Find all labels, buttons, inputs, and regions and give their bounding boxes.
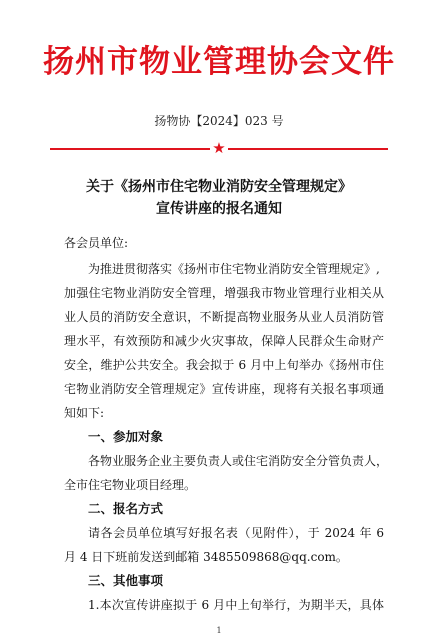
red-divider-right <box>228 148 388 150</box>
intro-line: 理水平，有效预防和减少火灾事故，保障人民群众生命财产 <box>64 334 384 348</box>
page-number: 1 <box>216 626 222 635</box>
intro-line: 加强住宅物业消防安全管理，增强我市物业管理行业相关从 <box>64 286 384 300</box>
intro-line: 业人员的消防安全意识，不断提高物业服务从业人员消防管 <box>64 310 384 324</box>
intro-line: 知如下: <box>64 406 105 420</box>
intro-line: 宅物业消防安全管理规定》宣传讲座，现将有关报名事项通 <box>64 382 384 396</box>
section-line-email: 月 4 日下班前发送到邮箱 3485509868@qq.com。 <box>64 550 348 564</box>
document-number: 扬物协【2024】023 号 <box>154 114 284 128</box>
red-star-icon: ★ <box>212 139 226 157</box>
section-line: 1.本次宣传讲座拟于 6 月中上旬举行，为期半天，具体 <box>88 598 384 612</box>
section-line: 请各会员单位填写好报名表（见附件），于 2024 年 6 <box>88 526 384 540</box>
salutation: 各会员单位: <box>64 236 129 250</box>
section-line: 全市住宅物业项目经理。 <box>64 478 197 492</box>
intro-line: 为推进贯彻落实《扬州市住宅物业消防安全管理规定》, <box>88 262 380 276</box>
section-heading-registration: 二、报名方式 <box>88 501 164 516</box>
section-line: 各物业服务企业主要负责人或住宅消防安全分管负责人， <box>88 454 389 468</box>
notice-subject-line-1: 关于《扬州市住宅物业消防安全管理规定》 <box>86 179 352 195</box>
section-heading-participants: 一、参加对象 <box>88 429 164 444</box>
red-divider-left <box>50 148 210 150</box>
notice-subject-line-2: 宣传讲座的报名通知 <box>156 201 282 217</box>
section-heading-other: 三、其他事项 <box>88 573 164 588</box>
document-header-title: 扬州市物业管理协会文件 <box>43 44 395 80</box>
intro-line: 安全，维护公共安全。我会拟于 6 月中上旬举办《扬州市住 <box>64 358 384 372</box>
